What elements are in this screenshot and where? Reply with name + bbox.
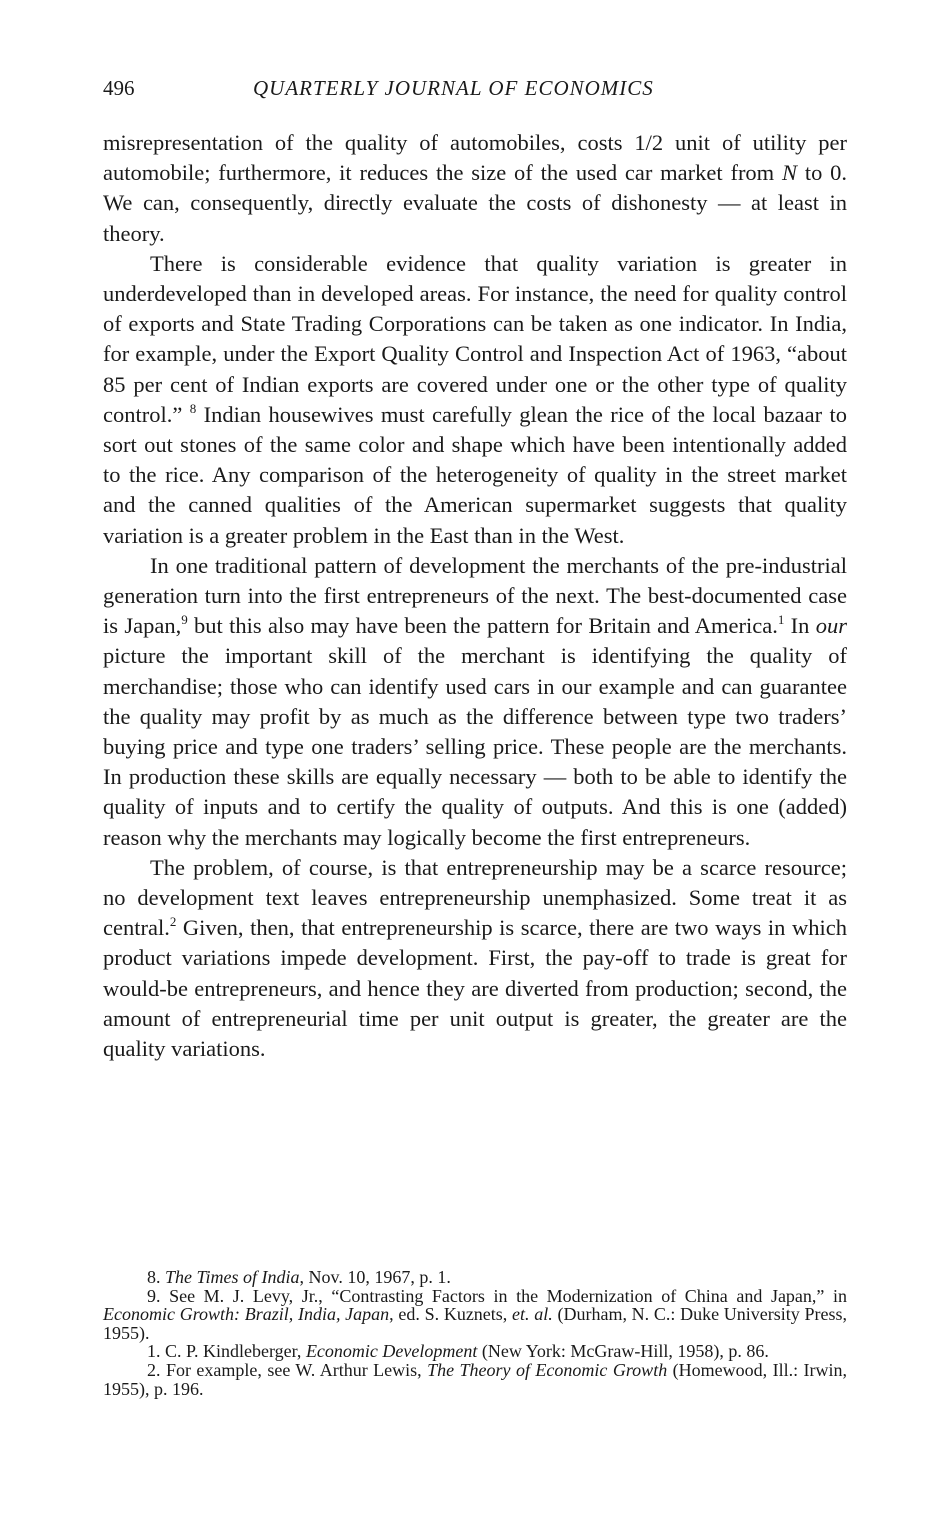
- paragraph-4: [103, 853, 847, 1064]
- text-run: (Durham, N. C.: Duke University Press, 1955).: [103, 1304, 848, 1343]
- footnote-number: 1.: [147, 1341, 165, 1362]
- text-run: (Homewood, Ill.: Irwin, 1955), p. 196.: [103, 1359, 848, 1399]
- footnote-number: 8.: [147, 1267, 165, 1287]
- footnote-number: 2.: [147, 1359, 166, 1380]
- text-run: See M. J. Levy, Jr., “Contrasting Factors in the Modernization of China and Japan,” in: [169, 1285, 847, 1306]
- footnote-title: The Times of India: [165, 1267, 300, 1287]
- footnote-1: [103, 1342, 847, 1361]
- footnote-ref-9: 9: [181, 612, 188, 628]
- text-run: For example, see W. Arthur Lewis,: [165, 1359, 428, 1380]
- footnotes: [103, 1268, 847, 1398]
- text-run: , Nov. 10, 1967, p. 1.: [299, 1267, 451, 1287]
- footnote-number: 9.: [147, 1285, 170, 1306]
- et-al: et. al.: [512, 1304, 553, 1325]
- footnote-ref-1: 1: [777, 612, 785, 628]
- footnote-8: [103, 1268, 847, 1287]
- text-run: Given, then, that entrepreneurship is scarce, there are two ways in which product variations impede development. First, the pay-off to trade is great for would-be entrepreneurs, and hence they are diverted from production; second, the amount of entrepreneurial time per unit output is greater, the greater are the quality variations.: [103, 915, 847, 1062]
- text-run: , ed. S. Kuznets,: [389, 1304, 513, 1325]
- text-run: misrepresentation of the quality of automobiles, costs 1/2 unit of utility per automobile; furthermore, it reduces the size of the used car market from: [103, 130, 847, 186]
- text-run: There is considerable evidence that quality variation is greater in underdeveloped than in developed areas. For instance, the need for quality control of exports and State Trading Corporations can be taken as one indicator. In India, for example, under the Export Quality Control and Inspection Act of 1963, “about 85 per cent of Indian exports are covered under one or the other type of quality control.”: [103, 250, 847, 427]
- page-number: 496: [103, 76, 135, 100]
- text-run: to 0. We can, consequently, directly evaluate the costs of dishonesty — at least in theory.: [103, 160, 847, 246]
- text-run: (New York: McGraw-Hill, 1958), p. 86.: [477, 1341, 769, 1362]
- footnote-title: Economic Growth: Brazil, India, Japan: [103, 1304, 390, 1325]
- emphasis: our: [815, 613, 847, 639]
- paragraph-2: [103, 249, 847, 551]
- footnote-ref-2: 2: [169, 914, 177, 930]
- text-run: C. P. Kindleberger,: [165, 1341, 306, 1362]
- text-run: In: [784, 613, 816, 639]
- footnote-title: Economic Development: [305, 1341, 478, 1362]
- text-run: but this also may have been the pattern for Britain and America.: [187, 613, 778, 639]
- text-run: The problem, of course, is that entrepreneurship may be a scarce resource; no development text leaves entrepreneurship unemphasized. Some treat it as central.: [103, 854, 847, 941]
- footnote-9: [103, 1287, 847, 1343]
- paragraph-3: [103, 551, 847, 853]
- footnote-title: The Theory of Economic Growth: [427, 1359, 668, 1380]
- text-run: picture the important skill of the merchant is identifying the quality of merchandise; those who can identify used cars in our example and can guarantee the quality may profit by as much as the difference between type two traders’ buying price and type one traders’ selling price. These people are the merchants. In production these skills are equally necessary — both to be able to identify the quality of inputs and to certify the quality of outputs. And this is one (added) reason why the merchants may logically become the first entrepreneurs.: [103, 643, 847, 850]
- footnote-ref-8: 8: [189, 400, 197, 416]
- paragraph-1: [103, 128, 847, 249]
- body-text: [103, 128, 847, 1064]
- page-header: [103, 76, 847, 106]
- variable-n: N: [782, 160, 798, 186]
- text-run: Indian housewives must carefully glean the rice of the local bazaar to sort out stones of the same color and shape which have been intentionally added to the rice. Any comparison of the heterogeneity of quality in the street market and the canned qualities of the American supermarket suggests that quality variation is a greater problem in the East than in the West.: [103, 401, 848, 548]
- running-title: QUARTERLY JOURNAL OF ECONOMICS: [253, 76, 654, 100]
- text-run: In one traditional pattern of development the merchants of the pre-industrial generation turn into the first entrepreneurs of the next. The best-documented case is Japan,: [103, 552, 847, 639]
- footnote-2: [103, 1361, 847, 1398]
